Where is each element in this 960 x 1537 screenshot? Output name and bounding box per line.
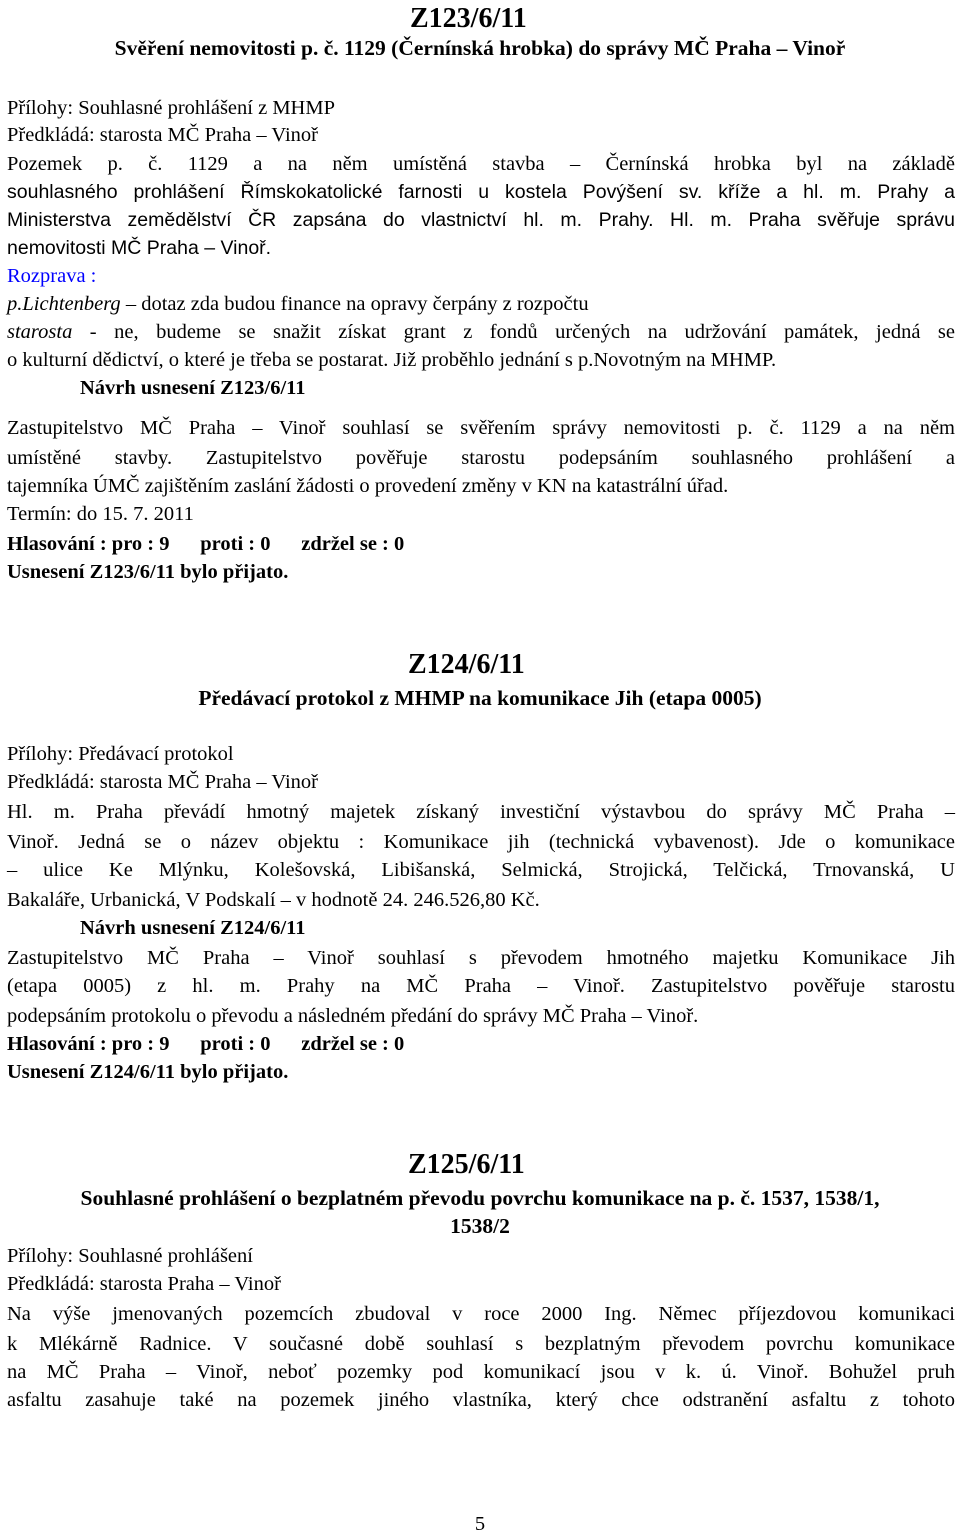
- attachments-z124: Přílohy: Předávací protokol: [7, 743, 234, 765]
- question-speaker: p.Lichtenberg: [7, 293, 121, 315]
- body-line-z124-2: Vinoř. Jedná se o název objektu : Komunikace jih (technická vybavenost). Jde o komunikace: [7, 831, 955, 853]
- section-number-z123: Z123/6/11: [410, 3, 527, 34]
- discussion-answer-line2: o kulturní dědictví, o které je třeba se postarat. Již proběhlo jednání s p.Novotným na MHMP.: [7, 349, 777, 371]
- section-title-z124: Předávací protokol z MHMP na komunikace Jih (etapa 0005): [198, 686, 762, 710]
- body-line-z123-4: nemovitosti MČ Praha – Vinoř.: [7, 237, 272, 259]
- page-number: 5: [474, 1513, 486, 1535]
- discussion-question: [7, 290, 955, 318]
- discussion-answer: [7, 318, 955, 346]
- proposal-label-z123: Návrh usnesení Z123/6/11: [80, 377, 306, 399]
- result-z123: Usnesení Z123/6/11 bylo přijato.: [7, 561, 289, 583]
- attachments-z123: Přílohy: Souhlasné prohlášení z MHMP: [7, 97, 335, 119]
- vote-z123: Hlasování : pro : 9 proti : 0 zdržel se : 0: [7, 533, 405, 555]
- section-number-z125: Z125/6/11: [408, 1149, 525, 1180]
- body-line-z123-2: souhlasného prohlášení Římskokatolické farnosti u kostela Povýšení sv. kříže a hl. m. Prahy a: [7, 181, 955, 203]
- submitter-z123: Předkládá: starosta MČ Praha – Vinoř: [7, 124, 318, 146]
- section-title-z125-line1: Souhlasné prohlášení o bezplatném převodu povrchu komunikace na p. č. 1537, 1538/1,: [80, 1186, 880, 1210]
- result-z124: Usnesení Z124/6/11 bylo přijato.: [7, 1061, 289, 1083]
- body-line-z124-4: Bakaláře, Urbanická, V Podskalí – v hodnotě 24. 246.526,80 Kč.: [7, 889, 540, 911]
- body-line-z125-3: na MČ Praha – Vinoř, neboť pozemky pod komunikací jsou v k. ú. Vinoř. Bohužel pruh: [7, 1361, 955, 1383]
- submitter-z124: Předkládá: starosta MČ Praha – Vinoř: [7, 771, 318, 793]
- proposal-label-z124: Návrh usnesení Z124/6/11: [80, 917, 306, 939]
- submitter-z125: Předkládá: starosta Praha – Vinoř: [7, 1273, 281, 1295]
- body-line-z125-2: k Mlékárně Radnice. V současné době souhlasí s bezplatným převodem povrchu komunikace: [7, 1333, 955, 1355]
- body-line-z123-3: Ministerstva zemědělství ČR zapsána do vlastnictví hl. m. Prahy. Hl. m. Praha svěřuje správu: [7, 209, 955, 231]
- body-line-z124-3: – ulice Ke Mlýnku, Kolešovská, Libišanská, Selmická, Strojická, Telčická, Trnovanská, U: [7, 859, 955, 881]
- attachments-z125: Přílohy: Souhlasné prohlášení: [7, 1245, 253, 1267]
- section-title-z123: Svěření nemovitosti p. č. 1129 (Černínská hrobka) do správy MČ Praha – Vinoř: [114, 36, 846, 60]
- section-title-z125-line2: 1538/2: [450, 1214, 510, 1238]
- proposal-line-z123-3: tajemníka ÚMČ zajištěním zaslání žádosti o provedení změny v KN na katastrální úřad.: [7, 475, 729, 497]
- question-text: – dotaz zda budou finance na opravy čerpány z rozpočtu: [120, 293, 589, 315]
- section-number-z124: Z124/6/11: [408, 649, 525, 680]
- answer-speaker: starosta: [7, 321, 73, 343]
- proposal-line-z124-3: podepsáním protokolu o převodu a následném předání do správy MČ Praha – Vinoř.: [7, 1005, 699, 1027]
- body-line-z125-4: asfaltu zasahuje také na pozemek jiného vlastníka, který chce odstranění asfaltu z tohoto: [7, 1389, 955, 1411]
- deadline-z123: Termín: do 15. 7. 2011: [7, 503, 194, 525]
- vote-z124: Hlasování : pro : 9 proti : 0 zdržel se : 0: [7, 1033, 405, 1055]
- proposal-line-z123-1: Zastupitelstvo MČ Praha – Vinoř souhlasí se svěřením správy nemovitosti p. č. 1129 a na něm: [7, 417, 955, 439]
- body-line-z125-1: Na výše jmenovaných pozemcích zbudoval v roce 2000 Ing. Němec příjezdovou komunikaci: [7, 1303, 955, 1325]
- proposal-line-z124-2: (etapa 0005) z hl. m. Prahy na MČ Praha – Vinoř. Zastupitelstvo pověřuje starostu: [7, 975, 955, 997]
- answer-text: - ne, budeme se snažit získat grant z fondů určených na udržování památek, jedná se: [72, 321, 955, 343]
- proposal-line-z123-2: umístěné stavby. Zastupitelstvo pověřuje starostu podepsáním souhlasného prohlášení a: [7, 447, 955, 469]
- body-line-z123-1: Pozemek p. č. 1129 a na něm umístěná stavba – Černínská hrobka byl na základě: [7, 153, 955, 175]
- discussion-label: Rozprava :: [7, 265, 97, 287]
- proposal-line-z124-1: Zastupitelstvo MČ Praha – Vinoř souhlasí s převodem hmotného majetku Komunikace Jih: [7, 947, 955, 969]
- body-line-z124-1: Hl. m. Praha převádí hmotný majetek získaný investiční výstavbou do správy MČ Praha –: [7, 801, 955, 823]
